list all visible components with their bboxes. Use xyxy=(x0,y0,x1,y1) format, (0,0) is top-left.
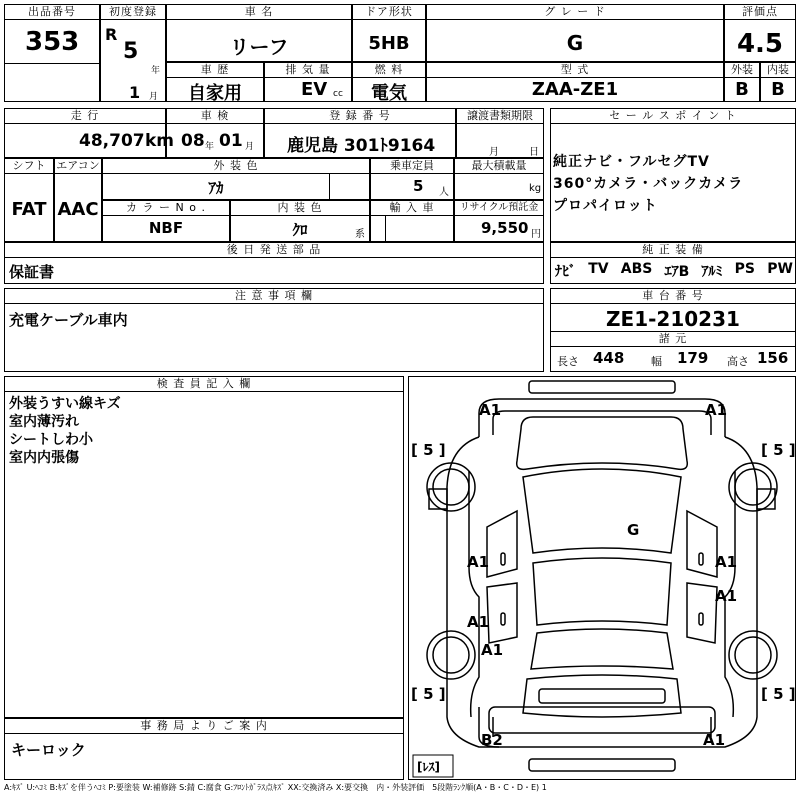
history: 自家用 xyxy=(188,83,242,104)
inspection-year-unit: 年 xyxy=(205,142,215,152)
plate-number: 鹿児島 301ﾄ9164 xyxy=(287,136,436,156)
displacement-cell xyxy=(264,62,352,102)
sales-point-cell xyxy=(550,108,796,242)
model-label: 型 式 xyxy=(427,63,723,78)
transfer-cell xyxy=(456,108,544,158)
width-label: 幅 xyxy=(651,355,662,368)
capacity: 5 xyxy=(413,177,424,195)
inspector-line: 室内内張傷 xyxy=(9,450,79,466)
sales-point: プロパイロット xyxy=(553,198,658,214)
later-parts-label: 後 日 発 送 部 品 xyxy=(5,243,543,258)
equip-abs: ABS xyxy=(620,261,653,277)
displacement: EV xyxy=(301,79,328,100)
mark-windshield: G xyxy=(627,521,640,539)
displacement-label: 排 気 量 xyxy=(265,63,351,78)
office-note: キーロック xyxy=(11,741,86,759)
load-unit: kg xyxy=(529,183,542,194)
history-label: 車 歴 xyxy=(167,63,263,78)
capacity-label: 乗車定員 xyxy=(371,159,453,174)
length: 448 xyxy=(593,349,625,367)
sales-points xyxy=(553,151,743,217)
sales-point: 360°カメラ・バックカメラ xyxy=(553,176,744,192)
width: 179 xyxy=(677,349,709,367)
interior-color-cell xyxy=(230,200,370,242)
height: 156 xyxy=(757,349,789,367)
mileage-cell xyxy=(4,108,175,158)
chassis-cell xyxy=(550,288,796,372)
recycle-unit: 円 xyxy=(531,229,541,240)
capacity-cell xyxy=(370,158,454,200)
equip-tv: TV xyxy=(588,261,609,277)
car-name: リーフ xyxy=(229,35,289,59)
chassis-number: ZE1-210231 xyxy=(606,307,740,331)
later-parts-cell xyxy=(4,242,544,284)
recycle-fee: 9,550 xyxy=(481,219,529,237)
score-cell xyxy=(724,4,796,62)
color-label: 外 装 色 xyxy=(103,159,369,174)
mileage-label: 走 行 xyxy=(5,109,165,124)
equipment-list xyxy=(555,261,793,281)
score: 4.5 xyxy=(736,29,784,59)
color-no-cell xyxy=(102,200,230,242)
mark-rear-right: A1 xyxy=(703,731,726,749)
door-label: ドア形状 xyxy=(353,5,425,20)
fuel-cell xyxy=(352,62,426,102)
mark-left-rear-fender: A1 xyxy=(481,641,504,659)
score-label: 評価点 xyxy=(725,5,795,20)
load-label: 最大積載量 xyxy=(455,159,543,174)
interior-label: 内装 xyxy=(761,63,795,78)
lot-label: 出品番号 xyxy=(5,5,99,20)
mark-front-right: A1 xyxy=(705,401,728,419)
inspector-cell xyxy=(4,376,404,718)
mark-left-front-door: A1 xyxy=(467,553,490,571)
import-cell xyxy=(370,200,454,242)
damage-diagram xyxy=(408,376,796,780)
office-label: 事 務 局 よ り ご 案 内 xyxy=(5,719,403,734)
length-label: 長さ xyxy=(557,355,579,368)
legend: A:ｷｽﾞ U:ﾍｺﾐ B:ｷｽﾞを伴うﾍｺﾐ P:要塗装 W:補修跡 S:錆 C:腐食 G:ﾌﾛﾝﾄｶﾞﾗｽ点ｷｽﾞ XX:交換済み X:要交換 内・外装評価 5段階ﾗﾝｸ順(A・B・C・D・E) 1 xyxy=(4,783,547,792)
era: R xyxy=(105,25,118,44)
lot-cell xyxy=(4,4,100,102)
equip-pw: PW xyxy=(767,261,793,277)
height-label: 高さ xyxy=(727,355,749,368)
shift-cell xyxy=(4,158,54,242)
model-code: ZAA-ZE1 xyxy=(531,79,619,100)
air-conditioner: AAC xyxy=(57,199,99,220)
door-cell xyxy=(352,4,426,62)
notes: 充電ケーブル車内 xyxy=(9,311,128,329)
notes-label: 注 意 事 項 欄 xyxy=(5,289,543,304)
inspection-label: 車 検 xyxy=(167,109,263,124)
inspection-month: 01 xyxy=(219,131,243,151)
spec-label: 諸 元 xyxy=(551,331,795,347)
sales-label: セ ー ル ス ポ イ ン ト xyxy=(551,109,795,124)
first-registration-cell xyxy=(100,4,166,102)
displacement-unit: cc xyxy=(333,89,343,99)
plate-cell xyxy=(264,108,456,158)
inspection-cell xyxy=(166,108,264,158)
mileage-unit: km xyxy=(145,131,175,151)
mark-left-front-wheel: [ 5 ] xyxy=(411,441,446,459)
equip-ps: PS xyxy=(734,261,756,277)
inspector-line: シートしわ小 xyxy=(9,432,93,448)
inspector-line: 外装うすい線キズ xyxy=(9,396,121,412)
import-label: 輸 入 車 xyxy=(371,201,453,216)
transfer-month-unit: 月 xyxy=(489,147,499,158)
transfer-day-unit: 日 xyxy=(529,147,539,158)
inspector-label: 検 査 員 記 入 欄 xyxy=(5,377,403,392)
recycle-label: リサイクル預託金 xyxy=(455,201,543,216)
mark-left-rear-door: A1 xyxy=(467,613,490,631)
office-cell xyxy=(4,718,404,780)
exterior-cell xyxy=(724,62,760,102)
exterior-grade: B xyxy=(735,79,749,100)
mark-right-rear-wheel: [ 5 ] xyxy=(761,685,795,703)
later-parts: 保証書 xyxy=(9,263,55,281)
ac-label: エアコン xyxy=(56,159,100,172)
equipment-cell xyxy=(550,242,796,284)
inspector-line: 室内薄汚れ xyxy=(9,414,79,430)
transfer-label: 譲渡書類期限 xyxy=(457,109,543,124)
mark-right-front-wheel: [ 5 ] xyxy=(761,441,795,459)
recycle-cell xyxy=(454,200,544,242)
color-no-label: カ ラ ー N o . xyxy=(103,201,229,216)
mark-right-front-door: A1 xyxy=(715,553,738,571)
fuel-label: 燃 料 xyxy=(353,63,425,78)
capacity-unit: 人 xyxy=(439,187,449,198)
inspection-month-unit: 月 xyxy=(245,142,255,152)
month-unit: 月 xyxy=(149,92,159,102)
grade: G xyxy=(566,31,584,55)
shift-label: シフト xyxy=(5,159,53,174)
equip-airbag: ｴｱB xyxy=(664,264,690,280)
color-cell xyxy=(102,158,370,200)
mark-left-rear-wheel: [ 5 ] xyxy=(411,685,446,703)
year-unit: 年 xyxy=(151,66,161,76)
chassis-label: 車 台 番 号 xyxy=(551,289,795,304)
plate-label: 登 録 番 号 xyxy=(265,109,455,124)
inspection-year: 08 xyxy=(181,131,205,151)
mileage: 48,707 xyxy=(79,131,145,151)
inspector-notes xyxy=(9,395,121,467)
exterior-color: ｱｶ xyxy=(208,179,224,197)
color-number: NBF xyxy=(148,219,184,237)
reg-month: 1 xyxy=(129,83,141,102)
reg-year: 5 xyxy=(123,39,139,64)
mark-rear-left: B2 xyxy=(481,731,503,749)
model-cell xyxy=(426,62,724,102)
load-cell xyxy=(454,158,544,200)
shift: FAT xyxy=(11,199,47,220)
equip-alloy: ｱﾙﾐ xyxy=(701,264,723,280)
interior-cell xyxy=(760,62,796,102)
interior-color: ｸﾛ xyxy=(292,221,308,239)
mark-rest: [ﾚｽ] xyxy=(417,760,440,774)
mark-front-left: A1 xyxy=(479,401,502,419)
mark-right-rear-door: A1 xyxy=(715,587,738,605)
int-color-label: 内 装 色 xyxy=(231,201,369,216)
grade-label: グ レ ー ド xyxy=(427,5,723,20)
equipment-label: 純 正 装 備 xyxy=(551,243,795,258)
history-cell xyxy=(166,62,264,102)
car-name-label: 車 名 xyxy=(167,5,351,20)
first-reg-label: 初度登録 xyxy=(101,5,165,20)
door-type: 5HB xyxy=(368,33,410,54)
int-color-unit: 系 xyxy=(355,229,365,240)
ac-cell xyxy=(54,158,102,242)
car-name-cell xyxy=(166,4,352,62)
notes-cell xyxy=(4,288,544,372)
car-diagram-svg xyxy=(409,377,795,779)
equip-nav: ﾅﾋﾞ xyxy=(555,264,576,280)
sales-point: 純正ナビ・フルセグTV xyxy=(553,154,710,170)
fuel: 電気 xyxy=(371,83,407,104)
lot-number: 353 xyxy=(25,27,80,57)
interior-grade: B xyxy=(771,79,785,100)
exterior-label: 外装 xyxy=(725,63,759,78)
grade-cell xyxy=(426,4,724,62)
